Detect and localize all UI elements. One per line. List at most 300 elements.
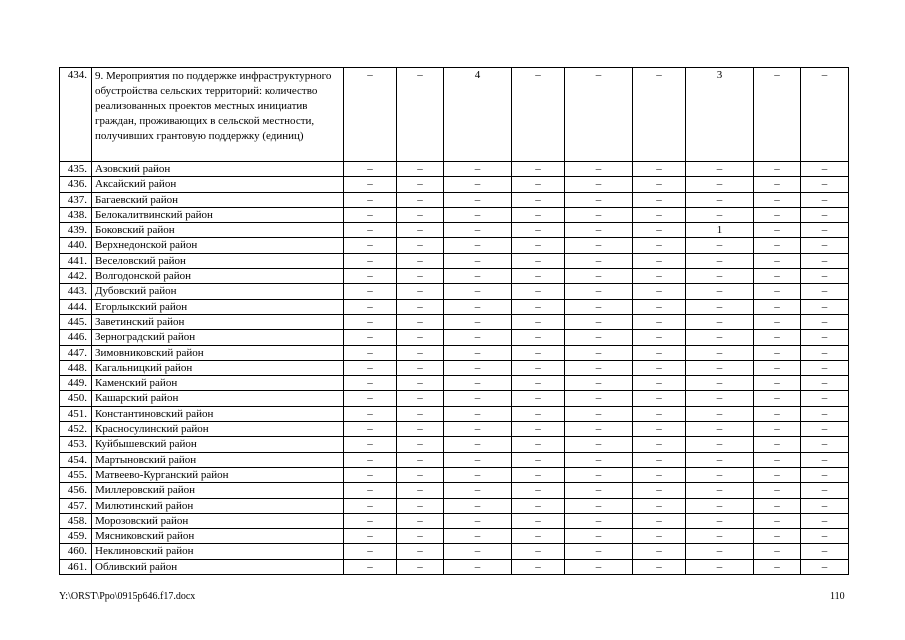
value-cell: – (801, 422, 849, 437)
value-cell: – (565, 238, 633, 253)
value-cell: – (397, 192, 444, 207)
value-cell: – (754, 483, 801, 498)
value-cell: – (686, 452, 754, 467)
value-cell: – (444, 162, 512, 177)
value-cell: – (686, 498, 754, 513)
value-cell: – (344, 299, 397, 314)
value-cell: – (633, 269, 686, 284)
value-cell: – (686, 422, 754, 437)
value-cell: – (397, 314, 444, 329)
value-cell: – (754, 391, 801, 406)
value-cell: – (754, 513, 801, 528)
value-cell: – (754, 177, 801, 192)
value-cell: – (686, 559, 754, 574)
table-row (60, 544, 849, 559)
value-cell: – (801, 345, 849, 360)
value-cell: – (633, 192, 686, 207)
value-cell: – (444, 391, 512, 406)
row-number: 447. (60, 345, 92, 360)
row-name: Неклиновский район (92, 544, 344, 559)
value-cell: 1 (686, 223, 754, 238)
value-cell: – (444, 437, 512, 452)
row-number: 460. (60, 544, 92, 559)
value-cell: – (754, 223, 801, 238)
value-cell: – (512, 452, 565, 467)
value-cell: – (801, 330, 849, 345)
value-cell: – (754, 238, 801, 253)
value-cell: – (686, 314, 754, 329)
row-name: Кагальницкий район (92, 360, 344, 375)
value-cell: – (565, 330, 633, 345)
table-row (60, 177, 849, 192)
value-cell: – (754, 559, 801, 574)
value-cell: – (754, 269, 801, 284)
value-cell: – (801, 437, 849, 452)
row-number: 450. (60, 391, 92, 406)
value-cell: – (397, 68, 444, 162)
value-cell: – (686, 376, 754, 391)
value-cell: – (512, 467, 565, 482)
row-name: Матвеево-Курганский район (92, 467, 344, 482)
value-cell: – (686, 207, 754, 222)
table-row (60, 269, 849, 284)
value-cell: – (686, 391, 754, 406)
value-cell: – (801, 529, 849, 544)
value-cell: – (686, 544, 754, 559)
row-number: 440. (60, 238, 92, 253)
value-cell: – (633, 529, 686, 544)
value-cell: – (754, 253, 801, 268)
row-name: Азовский район (92, 162, 344, 177)
value-cell: – (754, 299, 801, 314)
value-cell: – (512, 207, 565, 222)
value-cell: – (801, 68, 849, 162)
value-cell: – (444, 452, 512, 467)
value-cell: – (512, 422, 565, 437)
value-cell: – (633, 422, 686, 437)
table-row (60, 406, 849, 421)
row-name: Аксайский район (92, 177, 344, 192)
row-name: Миллеровский район (92, 483, 344, 498)
value-cell: – (754, 376, 801, 391)
value-cell: – (397, 253, 444, 268)
value-cell: – (754, 192, 801, 207)
value-cell: – (801, 269, 849, 284)
row-name: 9. Мероприятия по поддержке инфраструктурного обустройства сельских территорий: количество реализованных проектов местных инициатив граждан, проживающих в сельской местности, получивших грантовую поддержку (единиц) (92, 68, 344, 162)
value-cell: – (801, 406, 849, 421)
value-cell: – (512, 192, 565, 207)
value-cell: – (512, 544, 565, 559)
value-cell: – (397, 544, 444, 559)
value-cell: – (397, 467, 444, 482)
value-cell: – (344, 529, 397, 544)
value-cell: – (754, 68, 801, 162)
value-cell: – (633, 253, 686, 268)
value-cell: – (344, 422, 397, 437)
value-cell: – (512, 238, 565, 253)
value-cell: – (633, 437, 686, 452)
value-cell: – (686, 406, 754, 421)
value-cell: – (565, 544, 633, 559)
value-cell: – (344, 406, 397, 421)
value-cell: – (633, 284, 686, 299)
value-cell: – (633, 238, 686, 253)
row-name: Мясниковский район (92, 529, 344, 544)
value-cell: – (686, 437, 754, 452)
value-cell: – (444, 269, 512, 284)
value-cell: – (801, 376, 849, 391)
value-cell: – (512, 330, 565, 345)
value-cell: – (633, 360, 686, 375)
value-cell: – (633, 345, 686, 360)
value-cell: – (344, 437, 397, 452)
table-row (60, 284, 849, 299)
value-cell: – (633, 467, 686, 482)
value-cell: – (397, 559, 444, 574)
value-cell: – (344, 223, 397, 238)
row-number: 461. (60, 559, 92, 574)
row-name: Егорлыкский район (92, 299, 344, 314)
value-cell: – (397, 360, 444, 375)
row-name: Веселовский район (92, 253, 344, 268)
value-cell: – (633, 314, 686, 329)
row-name: Константиновский район (92, 406, 344, 421)
row-number: 443. (60, 284, 92, 299)
table-row (60, 192, 849, 207)
value-cell: – (444, 422, 512, 437)
row-name: Зимовниковский район (92, 345, 344, 360)
row-number: 454. (60, 452, 92, 467)
value-cell: – (754, 330, 801, 345)
table-row (60, 68, 849, 162)
value-cell: – (444, 314, 512, 329)
value-cell: – (444, 529, 512, 544)
value-cell: – (344, 207, 397, 222)
value-cell: – (754, 162, 801, 177)
value-cell: – (344, 467, 397, 482)
value-cell: – (565, 192, 633, 207)
value-cell: – (565, 483, 633, 498)
value-cell: – (397, 238, 444, 253)
value-cell: – (444, 513, 512, 528)
row-name: Дубовский район (92, 284, 344, 299)
row-number: 445. (60, 314, 92, 329)
value-cell: – (801, 207, 849, 222)
table-row (60, 498, 849, 513)
value-cell: – (565, 177, 633, 192)
value-cell: – (444, 238, 512, 253)
value-cell: – (686, 253, 754, 268)
value-cell: – (344, 68, 397, 162)
value-cell: – (754, 345, 801, 360)
row-name: Зерноградский район (92, 330, 344, 345)
value-cell: – (444, 223, 512, 238)
table-row (60, 253, 849, 268)
value-cell: – (565, 498, 633, 513)
value-cell: – (565, 452, 633, 467)
value-cell: – (344, 162, 397, 177)
value-cell: – (397, 299, 444, 314)
value-cell: – (686, 192, 754, 207)
value-cell: – (512, 360, 565, 375)
value-cell: – (565, 360, 633, 375)
value-cell: – (397, 223, 444, 238)
value-cell: – (754, 529, 801, 544)
value-cell: – (512, 314, 565, 329)
row-name: Белокалитвинский район (92, 207, 344, 222)
value-cell: – (686, 177, 754, 192)
value-cell: – (444, 559, 512, 574)
row-name: Красносулинский район (92, 422, 344, 437)
row-name: Заветинский район (92, 314, 344, 329)
value-cell: – (565, 559, 633, 574)
table-row (60, 422, 849, 437)
row-name: Верхнедонской район (92, 238, 344, 253)
value-cell: – (633, 68, 686, 162)
row-number: 459. (60, 529, 92, 544)
value-cell: – (512, 284, 565, 299)
footer-file-path: Y:\ORST\Ppo\0915p646.f17.docx (59, 591, 196, 602)
value-cell: – (444, 253, 512, 268)
value-cell: – (344, 177, 397, 192)
row-number: 446. (60, 330, 92, 345)
value-cell: – (512, 483, 565, 498)
value-cell: – (444, 207, 512, 222)
value-cell: – (512, 269, 565, 284)
value-cell: – (512, 498, 565, 513)
value-cell: – (344, 192, 397, 207)
row-number: 452. (60, 422, 92, 437)
value-cell: – (397, 345, 444, 360)
value-cell: – (512, 513, 565, 528)
value-cell: – (633, 177, 686, 192)
table-row (60, 360, 849, 375)
value-cell: – (344, 498, 397, 513)
value-cell: – (344, 284, 397, 299)
value-cell: – (801, 238, 849, 253)
value-cell: – (565, 299, 633, 314)
row-number: 456. (60, 483, 92, 498)
value-cell: – (801, 498, 849, 513)
value-cell: – (801, 544, 849, 559)
row-number: 442. (60, 269, 92, 284)
value-cell: – (397, 406, 444, 421)
value-cell: – (633, 162, 686, 177)
value-cell: – (801, 177, 849, 192)
value-cell: – (344, 253, 397, 268)
value-cell: – (754, 437, 801, 452)
table-row (60, 330, 849, 345)
value-cell: – (512, 437, 565, 452)
value-cell: – (512, 162, 565, 177)
row-number: 439. (60, 223, 92, 238)
value-cell: – (686, 360, 754, 375)
value-cell: – (686, 284, 754, 299)
value-cell: – (397, 162, 444, 177)
value-cell: – (565, 223, 633, 238)
value-cell: – (633, 452, 686, 467)
value-cell: – (754, 207, 801, 222)
value-cell: – (565, 314, 633, 329)
value-cell: – (397, 422, 444, 437)
value-cell: – (633, 406, 686, 421)
row-number: 444. (60, 299, 92, 314)
row-number: 455. (60, 467, 92, 482)
row-name: Волгодонской район (92, 269, 344, 284)
value-cell: – (633, 544, 686, 559)
value-cell: – (344, 238, 397, 253)
row-number: 449. (60, 376, 92, 391)
value-cell: – (754, 360, 801, 375)
value-cell: – (397, 498, 444, 513)
value-cell: – (397, 437, 444, 452)
value-cell: – (633, 391, 686, 406)
value-cell: – (444, 376, 512, 391)
value-cell: – (397, 269, 444, 284)
value-cell: – (512, 376, 565, 391)
value-cell: – (444, 406, 512, 421)
value-cell: – (801, 314, 849, 329)
value-cell: – (397, 284, 444, 299)
value-cell: – (565, 345, 633, 360)
value-cell: – (512, 253, 565, 268)
value-cell: – (444, 299, 512, 314)
value-cell: – (801, 483, 849, 498)
row-name: Милютинский район (92, 498, 344, 513)
table-row (60, 452, 849, 467)
value-cell: – (565, 437, 633, 452)
value-cell: 3 (686, 68, 754, 162)
value-cell: – (801, 162, 849, 177)
value-cell: – (801, 513, 849, 528)
table-row (60, 162, 849, 177)
value-cell: – (633, 299, 686, 314)
value-cell: – (344, 544, 397, 559)
value-cell: – (512, 177, 565, 192)
value-cell: – (801, 391, 849, 406)
value-cell: – (801, 192, 849, 207)
value-cell: – (344, 330, 397, 345)
value-cell: – (444, 177, 512, 192)
row-number: 458. (60, 513, 92, 528)
value-cell: – (754, 406, 801, 421)
row-name: Морозовский район (92, 513, 344, 528)
row-name: Боковский район (92, 223, 344, 238)
value-cell: – (686, 483, 754, 498)
value-cell: – (444, 330, 512, 345)
value-cell: – (512, 391, 565, 406)
row-name: Багаевский район (92, 192, 344, 207)
value-cell: – (633, 330, 686, 345)
table-row (60, 559, 849, 574)
value-cell: – (565, 391, 633, 406)
value-cell: – (344, 513, 397, 528)
row-name: Кашарский район (92, 391, 344, 406)
value-cell: – (754, 467, 801, 482)
value-cell: – (344, 559, 397, 574)
value-cell: – (397, 452, 444, 467)
value-cell: – (565, 68, 633, 162)
value-cell: – (801, 253, 849, 268)
value-cell: – (397, 391, 444, 406)
value-cell: – (633, 376, 686, 391)
value-cell: – (686, 162, 754, 177)
value-cell: – (633, 559, 686, 574)
value-cell: – (801, 467, 849, 482)
value-cell: – (512, 299, 565, 314)
table-row (60, 437, 849, 452)
value-cell: 4 (444, 68, 512, 162)
table-row (60, 483, 849, 498)
table-row (60, 207, 849, 222)
value-cell: – (633, 207, 686, 222)
value-cell: – (444, 360, 512, 375)
row-number: 457. (60, 498, 92, 513)
value-cell: – (512, 68, 565, 162)
table-row (60, 345, 849, 360)
value-cell: – (686, 299, 754, 314)
value-cell: – (801, 452, 849, 467)
value-cell: – (754, 498, 801, 513)
row-number: 435. (60, 162, 92, 177)
table-row (60, 223, 849, 238)
value-cell: – (565, 422, 633, 437)
value-cell: – (633, 223, 686, 238)
value-cell: – (444, 498, 512, 513)
table-row (60, 529, 849, 544)
value-cell: – (397, 177, 444, 192)
value-cell: – (344, 391, 397, 406)
value-cell: – (686, 269, 754, 284)
value-cell: – (344, 345, 397, 360)
value-cell: – (397, 376, 444, 391)
value-cell: – (444, 483, 512, 498)
value-cell: – (344, 269, 397, 284)
row-number: 451. (60, 406, 92, 421)
value-cell: – (397, 513, 444, 528)
value-cell: – (754, 452, 801, 467)
value-cell: – (444, 284, 512, 299)
value-cell: – (565, 513, 633, 528)
table-row (60, 467, 849, 482)
row-number: 434. (60, 68, 92, 162)
row-number: 436. (60, 177, 92, 192)
value-cell: – (397, 529, 444, 544)
value-cell: – (754, 314, 801, 329)
row-name: Каменский район (92, 376, 344, 391)
value-cell: – (565, 467, 633, 482)
value-cell: – (633, 513, 686, 528)
value-cell: – (801, 299, 849, 314)
value-cell: – (686, 467, 754, 482)
value-cell: – (344, 376, 397, 391)
value-cell: – (344, 314, 397, 329)
value-cell: – (397, 483, 444, 498)
row-name: Мартыновский район (92, 452, 344, 467)
value-cell: – (633, 498, 686, 513)
value-cell: – (512, 345, 565, 360)
page-number: 110 (830, 591, 845, 602)
value-cell: – (686, 345, 754, 360)
row-number: 438. (60, 207, 92, 222)
value-cell: – (686, 238, 754, 253)
row-name: Обливский район (92, 559, 344, 574)
value-cell: – (512, 529, 565, 544)
value-cell: – (444, 192, 512, 207)
table-body (60, 68, 849, 575)
value-cell: – (565, 376, 633, 391)
value-cell: – (801, 223, 849, 238)
